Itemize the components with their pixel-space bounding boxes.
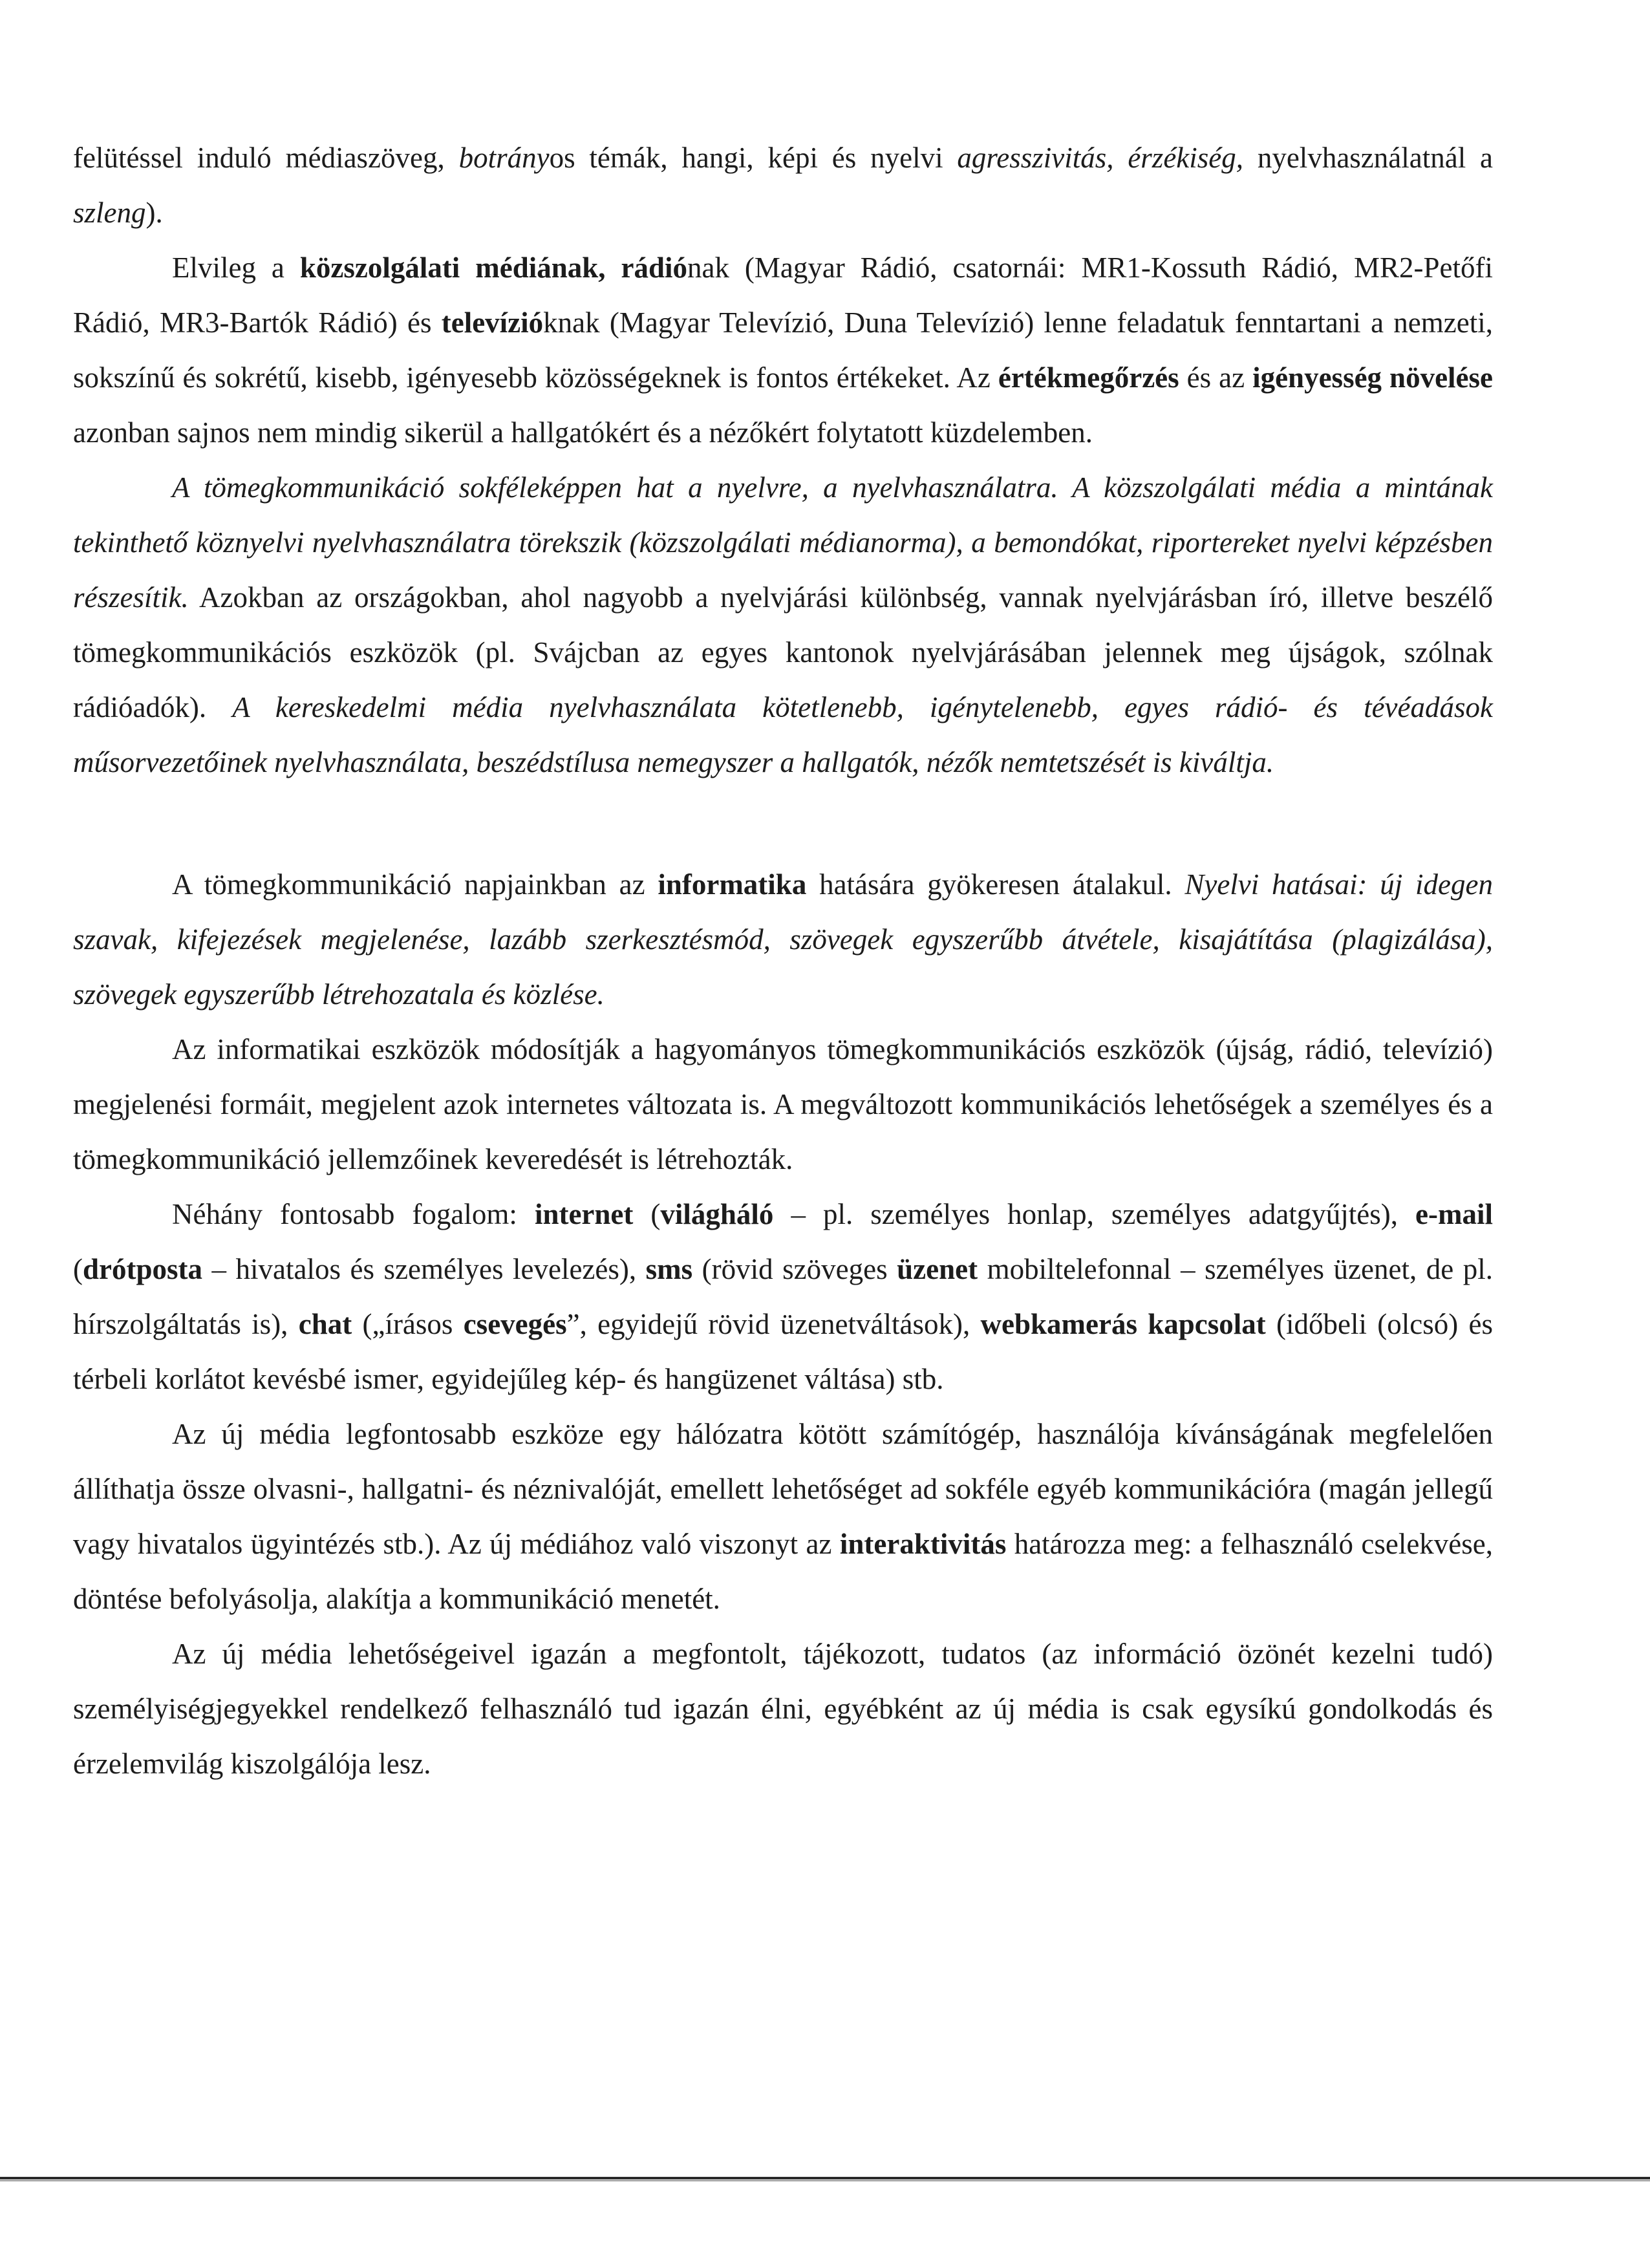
italic-text: A tömegkommunikáció sokféleképpen hat a nyelvre, a nyelvhasználatra. A közszolgálati média a mintának tekinthető köznyelvi nyelvhasználatra törekszik (közszolgálati médianorma), a bemondókat, riportereket nyelvi képzésben részesítik.: [73, 471, 1493, 614]
text-run: – pl. személyes honlap, személyes adatgyűjtés),: [773, 1198, 1416, 1230]
bold-term: csevegés: [463, 1308, 567, 1340]
italic-text: szleng: [73, 197, 146, 229]
text-run: („írásos: [352, 1308, 464, 1340]
bold-term: informatika: [658, 868, 807, 901]
text-run: A tömegkommunikáció napjainkban az: [172, 868, 658, 901]
paragraph-p8: [73, 1627, 1493, 1792]
text-run: ).: [145, 197, 163, 229]
bold-term: értékmegőrzés: [998, 361, 1179, 394]
bold-term: e-mail: [1415, 1198, 1493, 1230]
text-run: (rövid szöveges: [692, 1253, 897, 1285]
italic-text: agresszivitás, érzékiség,: [957, 142, 1244, 174]
text-run: – hivatalos és személyes levelezés),: [202, 1253, 646, 1285]
text-run: azonban sajnos nem mindig sikerül a hallgatókért és a nézőkért folytatott küzdelemben.: [73, 416, 1093, 449]
document-body: [73, 131, 1493, 1792]
italic-text: A kereskedelmi média nyelvhasználata kötetlenebb, igénytelenebb, egyes rádió- és tévéadások műsorvezetőinek nyelvhasználata, beszédstílusa nemegyszer a hallgatók, nézők nemtetszését is kiváltja.: [73, 691, 1493, 778]
bold-term: internet: [534, 1198, 634, 1230]
paragraph-p2: [73, 241, 1493, 460]
text-run: és az: [1179, 361, 1253, 394]
paragraph-p4: [73, 857, 1493, 1022]
paragraph-p3: [73, 460, 1493, 790]
text-run: knak (Magyar Televízió, Duna Televízió) lenne feladatuk fenntartani a nemzeti, sokszínű és sokrétű, kisebb, igényesebb közösségeknek is fontos értékeket. Az: [73, 306, 1493, 394]
paragraph-p1: [73, 131, 1493, 241]
text-run: (: [73, 1253, 83, 1285]
text-run: mobiltelefonnal – személyes üzenet, de pl. hírszolgáltatás is),: [73, 1253, 1493, 1340]
text-run: nak (Magyar Rádió, csatornái: MR1-Kossuth Rádió, MR2-Petőfi Rádió, MR3-Bartók Rádió) és: [73, 251, 1493, 339]
bold-term: igényesség növelése: [1252, 361, 1494, 394]
text-run: Az új média legfontosabb eszköze egy hálózatra kötött számítógép, használója kívánságának megfelelően állíthatja össze olvasni-, hallgatni- és néznivalóját, emellett lehetőséget ad sokféle egyéb kommunikációra (magán jellegű vagy hivatalos ügyintézés stb.). Az új médiához való viszonyt az: [73, 1418, 1493, 1560]
text-run: ”, egyidejű rövid üzenetváltások),: [566, 1308, 981, 1340]
paragraph-p6: [73, 1187, 1493, 1407]
text-run: hatására gyökeresen átalakul.: [806, 868, 1185, 901]
bold-term: sms: [645, 1253, 693, 1285]
text-run: határozza meg: a felhasználó cselekvése, döntése befolyásolja, alakítja a kommunikáció menetét.: [73, 1528, 1494, 1615]
text-run: felütéssel induló médiaszöveg,: [73, 142, 459, 174]
bold-term: drótposta: [83, 1253, 203, 1285]
text-run: Azokban az országokban, ahol nagyobb a nyelvjárási különbség, vannak nyelvjárásban író, illetve beszélő tömegkommunikációs eszközök (pl. Svájcban az egyes kantonok nyelvjárásában jelennek meg újságok, szólnak rádióadók).: [73, 581, 1493, 723]
paragraph-p7: [73, 1407, 1493, 1627]
bold-term: chat: [298, 1308, 352, 1340]
text-run: Elvileg a: [172, 251, 300, 284]
text-run: Az informatikai eszközök módosítják a hagyományos tömegkommunikációs eszközök (újság, rádió, televízió) megjelenési formáit, megjelent azok internetes változata is. A megváltozott kommunikációs lehetőségek a személyes és a tömegkommunikáció jellemzőinek keveredését is létrehozták.: [73, 1033, 1493, 1175]
text-run: Néhány fontosabb fogalom:: [172, 1198, 535, 1230]
bold-term: interaktivitás: [839, 1528, 1007, 1560]
text-run: (: [633, 1198, 661, 1230]
bold-term: közszolgálati médiának, rádió: [299, 251, 687, 284]
bold-term: világháló: [660, 1198, 774, 1230]
paragraph-p5: [73, 1022, 1493, 1187]
bottom-scan-edge-shadow: [0, 2180, 1650, 2181]
text-run: nyelvhasználatnál a: [1243, 142, 1493, 174]
bold-term: üzenet: [897, 1253, 978, 1285]
bottom-scan-edge: [0, 2177, 1650, 2179]
bold-term: webkamerás kapcsolat: [980, 1308, 1266, 1340]
italic-text: botrány: [458, 142, 550, 174]
text-run: Az új média lehetőségeivel igazán a megfontolt, tájékozott, tudatos (az információ özönét kezelni tudó) személyiségjegyekkel rendelkező felhasználó tud igazán élni, egyébként az új média is csak egysíkú gondolkodás és érzelemvilág kiszolgálója lesz.: [73, 1638, 1493, 1780]
text-run: os témák, hangi, képi és nyelvi: [549, 142, 958, 174]
italic-text: Nyelvi hatásai: új idegen szavak, kifejezések megjelenése, lazább szerkesztésmód, szövegek egyszerűbb átvétele, kisajátítása (plagizálása), szövegek egyszerűbb létrehozatala és közlése.: [73, 868, 1493, 1011]
text-run: (időbeli (olcsó) és térbeli korlátot kevésbé ismer, egyidejűleg kép- és hangüzenet váltása) stb.: [73, 1308, 1493, 1395]
bold-term: televízió: [441, 306, 544, 339]
